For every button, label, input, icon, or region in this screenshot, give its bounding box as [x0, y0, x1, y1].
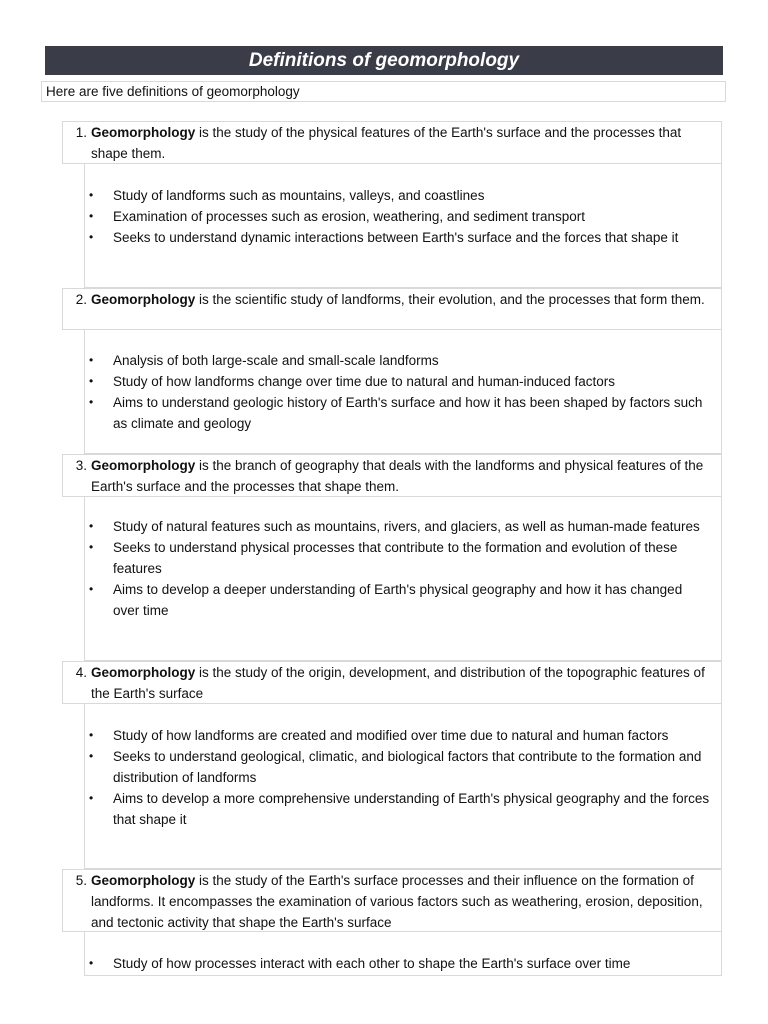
definition-body: is the branch of geography that deals with the landforms and physical features of the Earth's surface and the processes that shape them. [91, 458, 704, 494]
bullet-item: • Aims to understand geologic history of Earth's surface and how it has been shaped by factors such as climate and geology [85, 392, 711, 434]
definition-row-2 [62, 288, 722, 330]
definition-text [91, 122, 715, 164]
bullet-list [85, 185, 711, 248]
definition-row-3 [62, 454, 722, 497]
bullet-list [85, 725, 711, 830]
definition-row-5 [62, 869, 722, 932]
bullet-item: • Study of how landforms are created and modified over time due to natural and human factors [85, 725, 711, 746]
bullet-icon: • [89, 956, 94, 970]
bullet-list [85, 953, 711, 974]
bullet-item: • Examination of processes such as erosion, weathering, and sediment transport [85, 206, 711, 227]
definition-number: 2. [75, 292, 87, 307]
definition-text [91, 662, 715, 704]
bullet-icon: • [89, 749, 94, 763]
definition-text [91, 455, 715, 497]
document-title: Definitions of geomorphology [45, 46, 723, 75]
bullet-list-box-4 [84, 704, 722, 869]
definition-term: Geomorphology [91, 125, 196, 140]
bullet-icon: • [89, 540, 94, 554]
bullet-icon: • [89, 230, 94, 244]
bullet-item: • Analysis of both large-scale and small-scale landforms [85, 350, 711, 371]
bullet-item: • Seeks to understand physical processes that contribute to the formation and evolution of these features [85, 537, 711, 579]
bullet-item: • Seeks to understand geological, climatic, and biological factors that contribute to the formation and distribution of landforms [85, 746, 711, 788]
bullet-icon: • [89, 188, 94, 202]
intro-text: Here are five definitions of geomorphology [41, 81, 726, 102]
bullet-list [85, 350, 711, 434]
bullet-item: • Study of landforms such as mountains, valleys, and coastlines [85, 185, 711, 206]
definition-number: 5. [75, 873, 87, 888]
definition-body: is the study of the Earth's surface processes and their influence on the formation of landforms. It encompasses the examination of various factors such as weathering, erosion, deposition, and tectonic activity that shape the Earth's surface [91, 873, 703, 930]
definition-number: 1. [75, 125, 87, 140]
definition-number: 4. [75, 665, 87, 680]
bullet-icon: • [89, 353, 94, 367]
bullet-item: • Study of how landforms change over time due to natural and human-induced factors [85, 371, 711, 392]
bullet-item: • Aims to develop a deeper understanding of Earth's physical geography and how it has changed over time [85, 579, 711, 621]
bullet-list-box-2 [84, 330, 722, 454]
definition-number: 3. [75, 458, 87, 473]
bullet-list [85, 516, 711, 621]
definition-term: Geomorphology [91, 665, 196, 680]
bullet-icon: • [89, 374, 94, 388]
definition-row-1 [62, 121, 722, 164]
definition-body: is the study of the origin, development, and distribution of the topographic features of the Earth's surface [91, 665, 705, 701]
bullet-list-box-3 [84, 497, 722, 661]
bullet-item: • Study of how processes interact with each other to shape the Earth's surface over time [85, 953, 711, 974]
bullet-icon: • [89, 791, 94, 805]
bullet-icon: • [89, 582, 94, 596]
definition-term: Geomorphology [91, 873, 196, 888]
definition-term: Geomorphology [91, 458, 196, 473]
bullet-item: • Seeks to understand dynamic interactions between Earth's surface and the forces that shape it [85, 227, 711, 248]
bullet-icon: • [89, 395, 94, 409]
definition-body: is the study of the physical features of the Earth's surface and the processes that shape them. [91, 125, 682, 161]
bullet-list-box-5 [84, 932, 722, 976]
definition-term: Geomorphology [91, 292, 196, 307]
definition-row-4 [62, 661, 722, 704]
bullet-icon: • [89, 728, 94, 742]
bullet-icon: • [89, 519, 94, 533]
bullet-icon: • [89, 209, 94, 223]
bullet-item: • Aims to develop a more comprehensive understanding of Earth's physical geography and the forces that shape it [85, 788, 711, 830]
definition-text [91, 870, 715, 933]
bullet-item: • Study of natural features such as mountains, rivers, and glaciers, as well as human-made features [85, 516, 711, 537]
definition-text [91, 289, 715, 310]
bullet-list-box-1 [84, 164, 722, 288]
definition-body: is the scientific study of landforms, their evolution, and the processes that form them. [195, 292, 705, 307]
